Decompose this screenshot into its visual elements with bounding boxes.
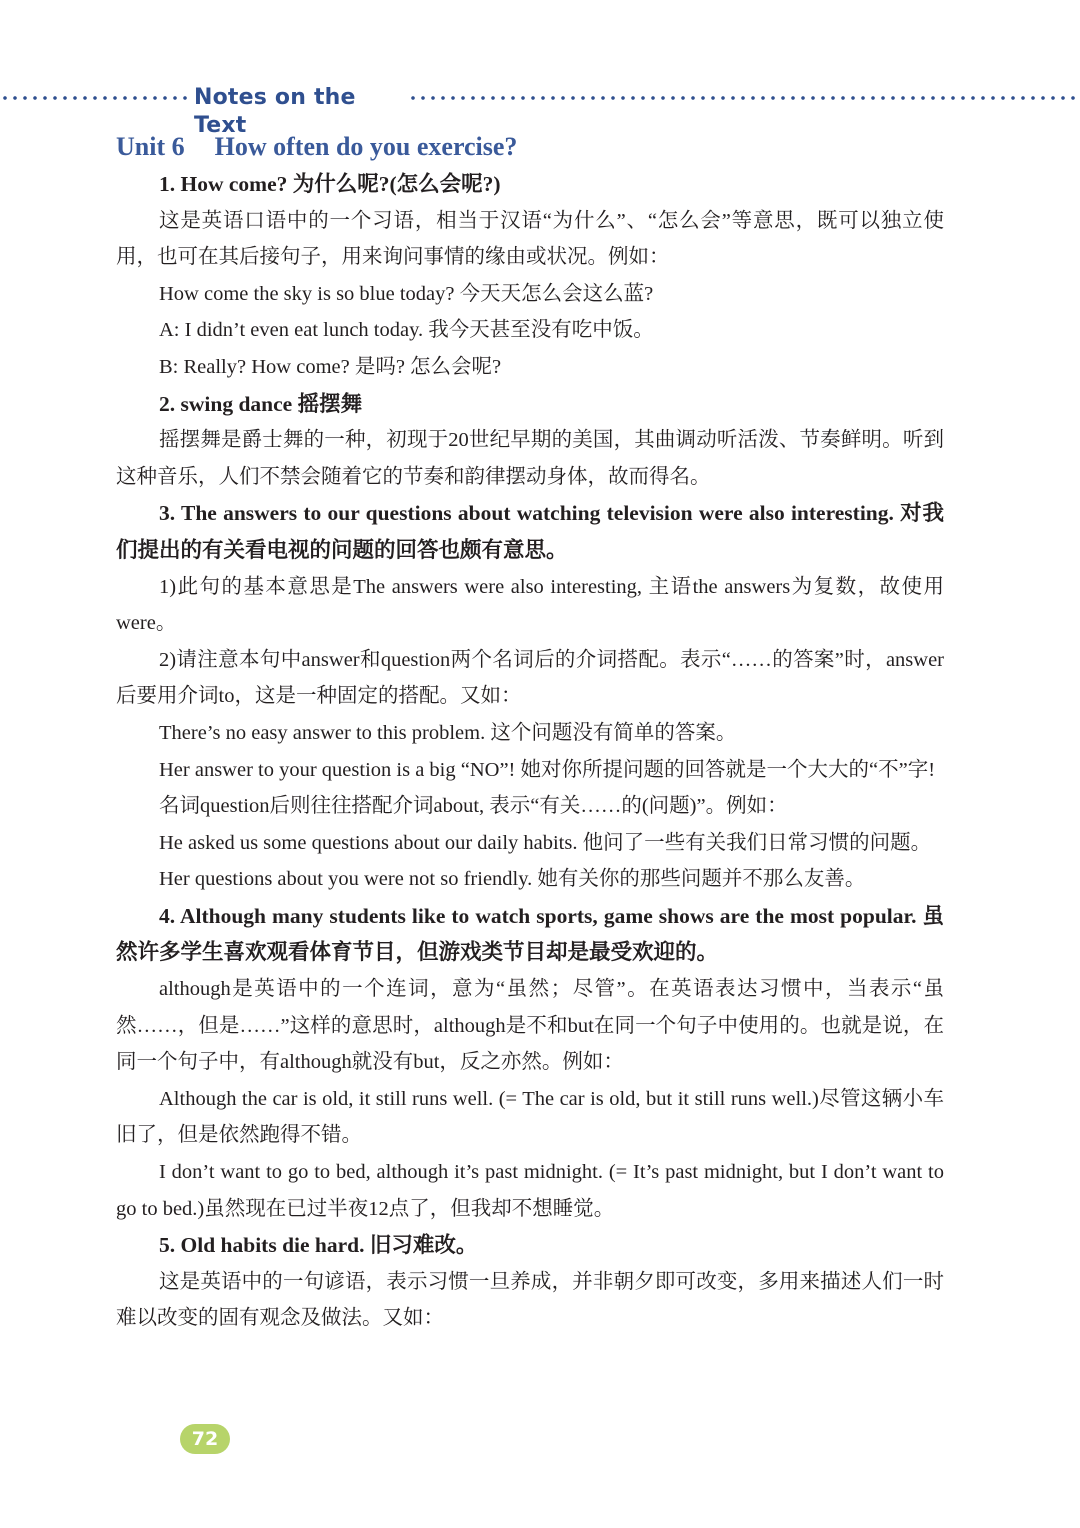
unit-heading: [116, 130, 517, 164]
unit-title: How often do you exercise?: [214, 132, 518, 161]
section-header-title: Notes on the Text: [194, 85, 356, 138]
note-paragraph: 这是英语中的一句谚语，表示习惯一旦养成，并非朝夕即可改变，多用来描述人们一时难以改变的固有观念及做法。又如：: [116, 1270, 944, 1330]
note-paragraph: 摇摆舞是爵士舞的一种，初现于20世纪早期的美国，其曲调动听活泼、节奏鲜明。听到这种音乐，人们不禁会随着它的节奏和韵律摆动身体，故而得名。: [116, 429, 944, 488]
note-paragraph: although是英语中的一个连词，意为“虽然；尽管”。在英语表达习惯中，当表示“虽然……，但是……”这样的意思时，although是不和but在同一个句子中使用的。也就是说，在同一个句子中，有although就没有but，反之亦然。例如：: [116, 978, 944, 1074]
note-paragraph: Although the car is old, it still runs well. (= The car is old, but it still runs well.)尽管这辆小车旧了，但是依然跑得不错。: [116, 1087, 944, 1147]
header-dot-rule-right: [408, 96, 1080, 100]
note-paragraph: There’s no easy answer to this problem. 这个问题没有简单的答案。: [159, 721, 737, 744]
note-paragraph: 这是英语口语中的一个习语，相当于汉语“为什么”、“怎么会”等意思，既可以独立使用，也可在其后接句子，用来询问事情的缘由或状况。例如：: [116, 209, 944, 269]
running-header: [0, 84, 1080, 138]
note-heading: 1. How come? 为什么呢?(怎么会呢?): [159, 172, 501, 196]
note-paragraph: 1)此句的基本意思是The answers were also interesting, 主语the answers为复数，故使用were。: [116, 575, 944, 635]
note-paragraph: Her questions about you were not so friendly. 她有关你的那些问题并不那么友善。: [159, 868, 866, 891]
note-paragraph: 2)请注意本句中answer和question两个名词后的介词搭配。表示“……的答案”时，answer后要用介词to，这是一种固定的搭配。又如：: [116, 648, 944, 708]
note-paragraph: B: Really? How come? 是吗? 怎么会呢?: [159, 355, 502, 378]
note-paragraph: Her answer to your question is a big “NO”! 她对你所提问题的回答就是一个大大的“不”字!: [159, 758, 936, 781]
note-heading: 5. Old habits die hard. 旧习难改。: [159, 1233, 478, 1258]
notes-body: [116, 166, 944, 1337]
note-heading: 2. swing dance 摇摆舞: [159, 391, 363, 416]
note-paragraph: He asked us some questions about our daily habits. 他问了一些有关我们日常习惯的问题。: [159, 831, 932, 854]
header-dot-rule-left: [0, 96, 190, 100]
note-paragraph: I don’t want to go to bed, although it’s past midnight. (= It’s past midnight, but I don’t want to go to bed.)虽然现在已过半夜12点了，但我却不想睡觉。: [116, 1161, 944, 1220]
note-paragraph: How come the sky is so blue today? 今天天怎么会这么蓝?: [159, 282, 654, 305]
page-number-badge: 72: [180, 1424, 230, 1454]
note-paragraph: 名词question后则往往搭配介词about, 表示“有关……的(问题)”。例如：: [159, 795, 788, 818]
unit-number: Unit 6: [116, 132, 185, 161]
note-paragraph: A: I didn’t even eat lunch today. 我今天甚至没有吃中饭。: [159, 319, 654, 342]
note-heading: 4. Although many students like to watch sports, game shows are the most popular. 虽然许多学生喜欢观看体育节目，但游戏类节目却是最受欢迎的。: [116, 903, 944, 965]
note-heading: 3. The answers to our questions about watching television were also interesting. 对我们提出的有关看电视的问题的回答也颇有意思。: [116, 501, 944, 562]
